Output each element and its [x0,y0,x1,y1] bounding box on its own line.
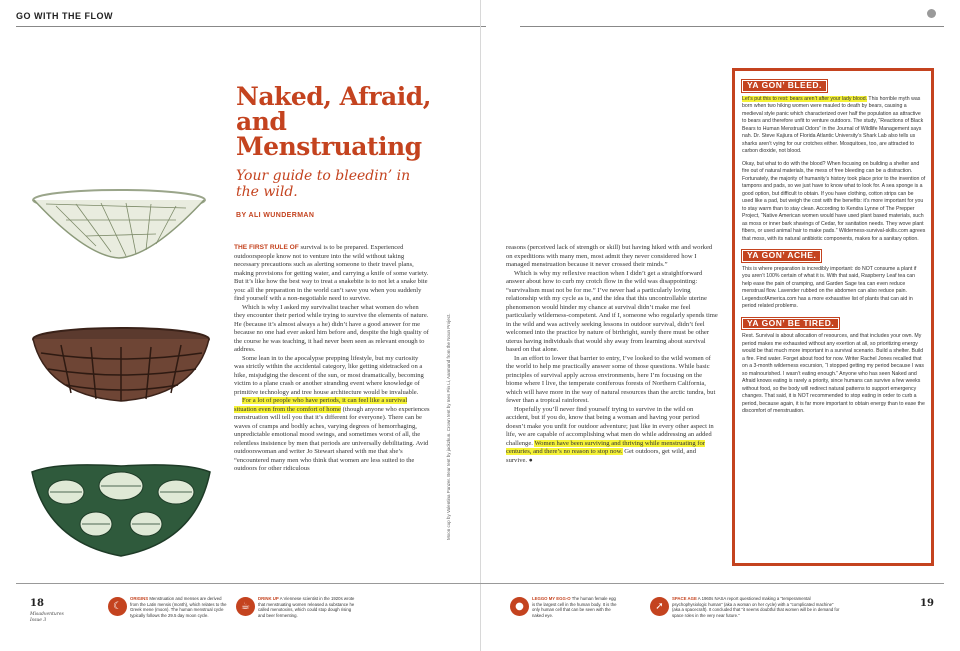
fact-space-age: SPACE AGE A 1960s NASA report questioned making a “temperamental psychophysiologic human” (aka a woman on her cycle) with a “complicated machine” (aka a spacecraft). It concluded that “it seems doubtful that women will be in demand for space roles in the very near future.” [672,596,840,618]
sidebar-paragraph: This horrible myth was born when two hiking women were mauled to death by bears, causing a medieval style panic which characterized over half the population as attractive to bears and therefore unfit to venture outdoors. The study, “Reactions of Black Bears to Human Menstrual Odors” in the Journal of Wildlife Management says nah. Dr. Steve Kajiura of Florida Atlantic University’s Shark Lab also tells us sharks aren’t vying for our crotches either. Mosquitoes, too, are attracted to carbon dioxide, not blood. [742,95,924,154]
body-column-2 [506,244,718,465]
egg-icon: ● [510,597,529,616]
paragraph: Hopefully you’ll never find yourself trying to survive in the wild on accident, but if you do, know that being a woman and having your period doesn’t make you unfit for outdoor adventure; just like in every other aspect in life, we are capable of accomplishing what men do while addressing an added challenge. [506,405,714,447]
page-gutter [480,0,481,651]
paragraph: In an effort to lower that barrier to entry, I’ve looked to the wild women of the world to help me practically answer some of those questions. While basic principles of survival apply across environments, here I’m focusing on the biome where I live, the temperate coniferous forests of Northern California, which will have more in the way of natural resources than the arctic tundra, but fewer than a tropical rainforest. [506,354,716,404]
paragraph: Some lean in to the apocalypse prepping lifestyle, but my curiosity was strictly within the accidental category, like getting sidetracked on a hike, misjudging the descent of the sun, or most dramatically, becoming victim to a plane crash or another stranding event where knowledge of primitive technology and tree house architecture would be invaluable. [234,354,424,396]
fact-drink-up: DRINK UP A Viennese scientist in the 1920s wrote that menstruating women released a substance he called menotoxins, which could stop dough rising and beer fermenting. [258,596,355,618]
body-column-1 [234,244,430,474]
highlighted-text: For a lot of people who have periods, it can feel like a survival situation even from the comfort of home [234,397,408,413]
sidebar-paragraph: Rest. Survival is about allocation of resources, and that includes your own. My period makes me exhausted without any exertion at all, so prioritizing energy would be that much more important in a survival scenario. Build a shelter. Build a fire. Find water. Forget about food for now. Writer Rachel Jones recalled that on a 3-month wilderness excursion, “I stopped getting my period because I was so malnourished. I wasn’t eating enough.” Anyone who has seen Naked and Afraid knows eating is rarely a priority, since humans can survive a few weeks without food, so the body will redirect natural patterns to support emergency changes. That said, it is NOT recommended to stop eating in order to curb a period, because again, it is far more important to obtain energy than to ease the discomfort of menstruation. [742,333,925,414]
moon-icon: ☾ [108,597,127,616]
header-rule [16,26,486,27]
page-number-right: 19 [920,598,934,609]
paragraph: survival is to be prepared. Experienced outdoorspeople know not to venture into the wild without taking necessary precautions such as alerting someone to their travel plans, making provisions for getting water, and carrying a knife of some variety. But it’s like how the best way to treat a snakebite is to not let a snake bite you: all the preparation in the world can’t save you when you suddenly find yourself with a non-negotiable need to survive. [234,244,429,302]
leaf-bowl-icon [26,462,216,560]
highlighted-text: Women have been surviving and thriving while menstruating for centuries, and there’s no reason to stop now. [506,439,705,455]
sidebar-heading-bleed: YA GON’ BLEED. [742,80,827,92]
photo-credit: Moon cup by Valentina Panzer. Bear tent by jackzkun. Crown tent by Ines Pin Li, Aanmand from the Noun Project. [446,313,451,540]
highlighted-text: Let’s put this to rest: bears aren’t after your lady blood. [742,95,868,102]
fact-origins: ORIGINS Menstruation and menses are derived from the Latin mensis (month), which relates to the Greek mene (moon). The human menstrual cycle typically follows the 29.5 day moon cycle. [130,596,227,618]
sidebar-heading-ache: YA GON’ ACHE. [742,250,821,262]
sidebar-content [742,80,926,421]
woven-grass-basket-icon [26,186,212,260]
header-rule-right [520,26,944,27]
page-number-left: 18 [30,598,44,609]
paragraph: (though anyone who experiences menstruation will tell you that it’s different for everyone). There can be waves of cramps and bodily aches, varying degrees of hemorrhaging, unpredictable emotional mood swings, and sometimes worst of all, the relentless insistence by men that periods are universally debilitating. Avid outdoorswoman and writer Jo Stewart shared with me that she’s “encountered many men who think that women are less suited to the outdoors for other ridiculous [234,405,430,472]
sidebar-paragraph: Okay, but what to do with the blood? When focusing on building a shelter and fire out of natural materials, the mess of free bleeding can be a distraction. Fortunately, the majority of humanity’s history took place prior to the invention of tampons and pads, so we just have to know what to look for. A sea sponge is a good option, but difficult to obtain. If you have clothing, cotton strips can be used like a pad, but weigh the cost with the benefits: it’s more important for you to stay warm than to stay clean. According to Kendra Lynne of The Prepper Project, “Native American women would have used plant based materials, such as moss or inner bark shavings of Cedar, for sanitation needs. They wove plant fibers, or used animal hair to make pads.” Wilderness-survival-skills.com agrees that moss, with its natural antibiotic components, makes for a sanitary option. [742,160,926,242]
fact-leggo-my-egg: LEGGO MY EGG-O The human female egg is the largest cell in the human body. It is the only human cell that can be seen with the naked eye. [532,596,617,618]
sidebar-heading-tired: YA GON’ BE TIRED. [742,318,839,330]
byline: BY ALI WUNDERMAN [236,212,315,219]
magazine-dot-icon [927,9,936,18]
end-mark-icon: ● [528,456,533,464]
sidebar-paragraph: This is where preparation is incredibly important: do NOT consume a plant if you aren’t 100% certain of what it is. With that said, Raspberry Leaf tea can help ease the pain of cramping, and Garden Sage tea can even reduce menstrual flow. Lavender rubbed on the abdomen can also reduce pain. LegendsofAmerica.com has a more exhaustive list of plants that can aid in period related problems. [742,265,917,309]
footer-rule [16,583,944,584]
article-subtitle: Your guide to bleedin’ in the wild. [236,168,411,200]
magazine-name: Misadventures [30,612,64,617]
paragraph: Which is why I asked my survivalist teacher what women do when they encounter their period while trying to survive the elements of nature. He (because it’s almost always a he) didn’t have a good answer for me because no one had ever asked him before and, despite the high quality of the course he was teaching, it had never been seen as relevant enough to address. [234,303,429,353]
lead-in: THE FIRST RULE OF [234,244,299,251]
woven-stick-basket-icon [26,325,216,405]
paragraph: Which is why my reflexive reaction when I didn’t get a straightforward answer about how to curb my crotch flow in the wild was disappointing: “survivalism must not be for me.” I’ve never had a particularly loving relationship with my cycle as is, and the idea that this uncontrollable uterine phenomenon would hinder my chance at survival didn’t make me feel particularly wilderness-competent. And if I, someone who regularly spends time in the wild and was actively seeking lessons in outdoor survival, didn’t feel welcomed into the practice by nature of birthright, surely there must be other uterus having individuals that would shy away from learning about survival based on that alone. [506,269,718,353]
paragraph-end: Get outdoors, get wild, and survive. [506,448,697,464]
issue-label: Issue 3 [30,618,47,623]
cup-icon: ☕ [236,597,255,616]
paragraph: reasons (perceived lack of strength or skill) but having hiked with and worked on expeditions with many men, most admit they never considered how I managed menstruation because it never crossed their minds.” [506,244,713,268]
rocket-icon: ➚ [650,597,669,616]
section-label: GO WITH THE FLOW [16,11,113,21]
article-title: Naked, Afraid, and Menstruating [236,82,431,161]
